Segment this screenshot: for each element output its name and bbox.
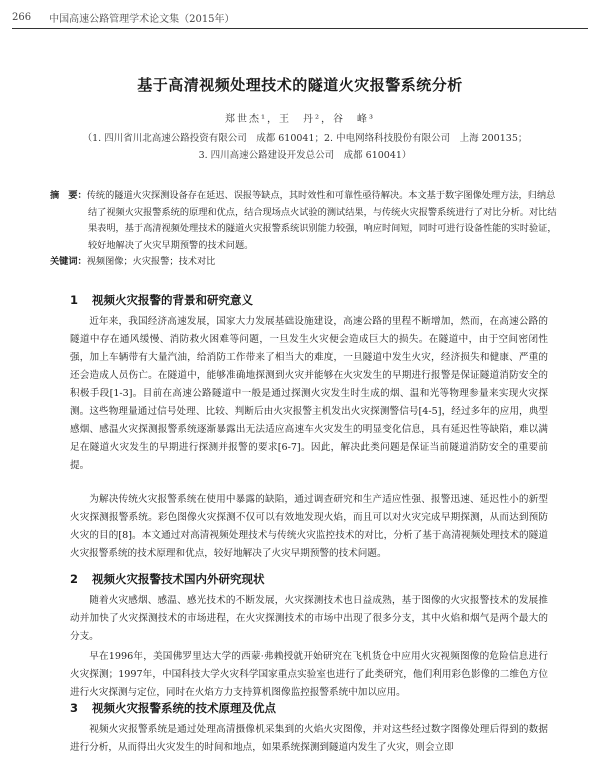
affiliation-line: （1. 四川省川北高速公路投资有限公司 成都 610041；2. 中电网络科技股份有限公司 上海 200135； — [82, 133, 528, 144]
page-number: 266 — [12, 11, 32, 23]
section-1-paragraph-1: 近年来，我国经济高速发展，国家大力发展基础设施建设，高速公路的里程不断增加，然而，在高速公路的隧道中存在通风缓慢、消防救火困难等问题，一旦发生火灾便会造成巨大的损失。在隧道中，由于空间密闭性强，加上车辆带有大量汽油，给消防工作带来了相当大的难度，一旦隧道中发生火灾，经济损失和健康、严重的还会造成人员伤亡。在隧道中，能够准确地探测到火灾并能够在火灾发生的早期进行报警是保证隧道消防安全的积极手段[1-3]。目前在高速公路隧道中一般是通过探测火灾发生时生成的烟、温和光等物理参量来实现火灾探测。这些物理量通过信号处理、比较、判断后由火灾报警主机发出火灾探测警信号[4-5]，经过多年的应用，典型感烟、感温火灾探测报警系统逐渐暴露出无法适应高速车火灾发生的明显变化信息，具有延迟性等缺陷，难以满足在隧道火灾发生的早期进行探测并报警的要求[6-7]。因此，解决此类问题是保证当前隧道消防安全的重要前提。 — [70, 316, 548, 471]
section-title: 视频火灾报警技术国内外研究现状 — [92, 572, 265, 586]
affiliation-line: 3. 四川高速公路建设开发总公司 成都 610041） — [198, 150, 412, 161]
journal-name: 中国高速公路管理学术论文集（2015年） — [49, 13, 235, 25]
section-title: 视频火灾报警系统的技术原理及优点 — [92, 701, 277, 715]
section-3-paragraph-1: 视频火灾报警系统是通过处理高清摄像机采集到的火焰火灾图像，并对这些经过数字图像处理后得到的数据进行分析，从而得出火灾发生的时间和地点，如果系统探测到隧道内发生了火灾，则会立即 — [70, 724, 548, 753]
section-number: 1 — [70, 293, 79, 307]
section-2-paragraph-2: 早在1996年，美国佛罗里达大学的西蒙·弗赖授就开始研究在飞机货仓中应用火灾视频图像的危险信息进行火灾探测；1997年，中国科技大学火灾科学国家重点实验室也进行了此类研究，他们利用彩色影像的二维色方位进行火灾探测与定位，同时在火焰方力支持算机图像监控报警系统中加以应用。 — [70, 651, 548, 698]
abstract-block — [50, 188, 560, 271]
keywords-text: 视频图像；火灾报警；技术对比 — [86, 256, 216, 267]
section-heading-1 — [70, 292, 560, 308]
section-title: 视频火灾报警的背景和研究意义 — [92, 293, 254, 307]
section-heading-2 — [70, 571, 560, 587]
section-number: 3 — [70, 701, 79, 715]
abstract-text: 传统的隧道火灾探测设备存在延迟、误报等缺点，其时效性和可靠性亟待解决。本文基于数字图像处理方法，归纳总结了视频火灾报警系统的原理和优点，结合现场点火试验的测试结果，与传统火灾报警系统进行了对比分析。对比结果表明，基于高清视频处理技术的隧道火灾报警系统识别能力较强，响应时间短，同时可进行设备性能的实时验证，较好地解决了火灾早期预警的技术问题。 — [86, 190, 557, 251]
section-2-paragraph-1: 随着火灾感烟、感温、感光技术的不断发展，火灾探测技术也日益成熟，基于图像的火灾报警技术的发展推动并加快了火灾探测技术的市场进程，在火灾探测技术的市场中出现了很多分支，其中火焰和烟气是两个最大的分支。 — [70, 595, 548, 642]
keywords-line — [50, 254, 560, 271]
author-list: 郑世杰¹，王 丹²，谷 峰³ — [224, 114, 376, 125]
running-header — [12, 6, 588, 29]
section-number: 2 — [70, 572, 79, 586]
paper-title: 基于高清视频处理技术的隧道火灾报警系统分析 — [137, 76, 463, 94]
section-heading-3 — [70, 700, 560, 716]
keywords-label: 关键词： — [50, 256, 87, 267]
abstract-label: 摘 要： — [50, 190, 87, 201]
section-1-paragraph-2: 为解决传统火灾报警系统在使用中暴露的缺陷，通过调查研究和生产适应性强、报警迅速、延迟性小的新型火灾探测报警系统。彩色图像火灾探测不仅可以有效地发现火焰，而且可以对火灾完成早期探测，从而达到预防火灾的目的[8]。本文通过对高清视频处理技术与传统火灾监控技术的对比，分析了基于高清视频处理技术的隧道火灾报警系统的技术原理和优点，较好地解决了火灾早期预警的技术问题。 — [70, 494, 548, 559]
abstract-body — [50, 188, 560, 254]
affiliations — [40, 130, 570, 164]
